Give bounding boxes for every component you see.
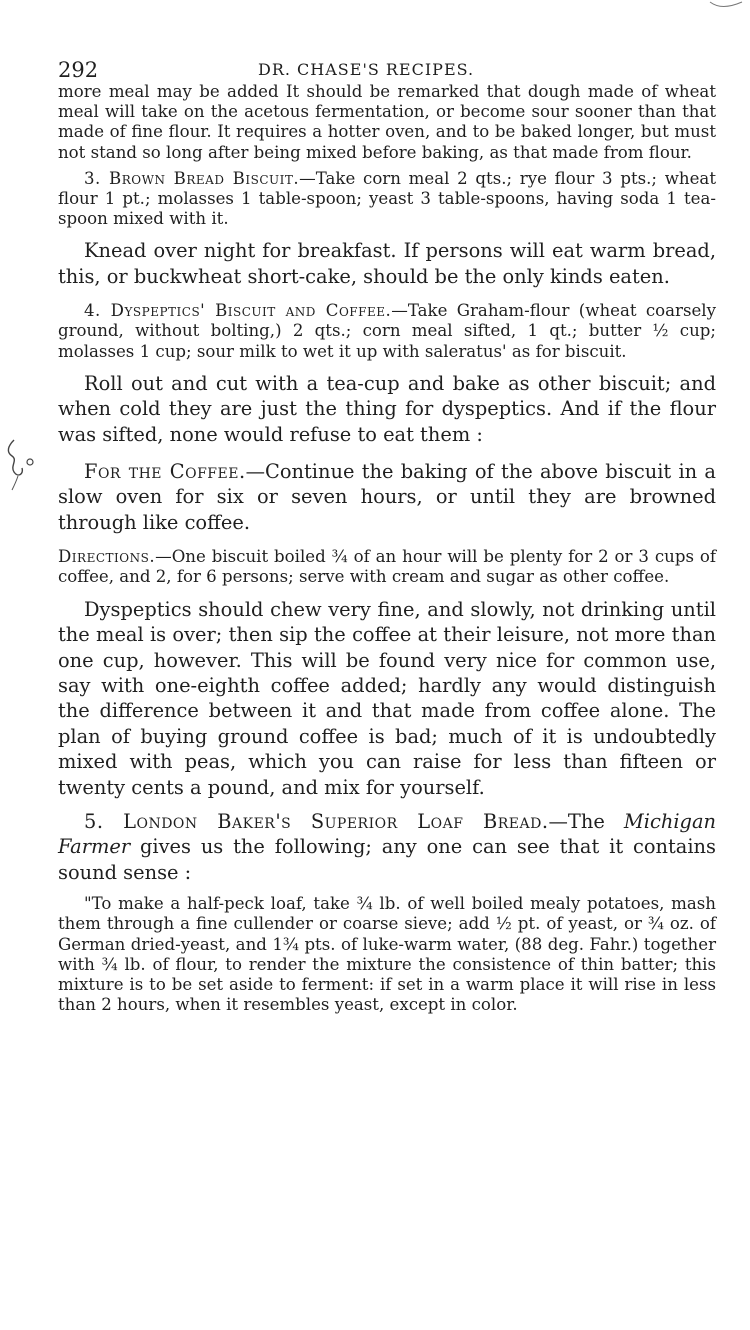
recipe-body-rest: gives us the following; any one can see that it contains sound sense : xyxy=(58,835,716,884)
recipe-brown-bread-biscuit xyxy=(58,169,716,230)
paragraph-knead: Knead over night for breakfast. If persons will eat warm bread, this, or buckwheat short-cake, should be the only kinds eaten. xyxy=(58,239,716,288)
paragraph-quote-half-peck: "To make a half-peck loaf, take ¾ lb. of well boiled mealy potatoes, mash them through a fine cullender or coarse sieve; add ½ pt. of yeast, or ¾ oz. of German dried-yeast, and 1¾ pts. of luke-warm water, (88 deg. Fahr.) together with ¾ lb. of flour, to render the mixture the consistence of thin batter; this mixture is to be set aside to ferment: if set in a warm place it will rise in less than 2 hours, when it resembles yeast, except in color. xyxy=(58,894,716,1015)
paragraph-roll-out: Roll out and cut with a tea-cup and bake as other biscuit; and when cold they are just the thing for dyspeptics. And if the flour was sifted, none would refuse to eat them : xyxy=(58,371,716,446)
section-lead: For the Coffee. xyxy=(84,460,246,484)
running-title: DR. CHASE'S RECIPES. xyxy=(258,60,475,79)
section-lead: Directions. xyxy=(58,547,156,567)
handwritten-margin-mark xyxy=(4,432,44,492)
recipe-body: —Take corn meal 2 qts.; rye flour 3 pts.; wheat flour 1 pt.; molasses 1 table-spoon; yeast 3 table-spoons, having soda 1 tea-spoon mixed with it. xyxy=(58,168,716,229)
paragraph-dyspeptics-chew: Dyspeptics should chew very fine, and slowly, not drinking until the meal is over; then sip the coffee at their leisure, not more than one cup, however. This will be found very nice for common use, say with one-eighth coffee added; hardly any would distinguish the difference between it and that made from coffee alone. The plan of buying ground coffee is bad; much of it is undoubtedly mixed with peas, which you can raise for less than fifteen or twenty cents a pound, and mix for yourself. xyxy=(58,597,716,799)
section-body: —One biscuit boiled ¾ of an hour will be plenty for 2 or 3 cups of coffee, and 2, for 6 persons; serve with cream and sugar as other coffee. xyxy=(58,547,716,587)
recipe-body: —Take Graham-flour (wheat coarsely ground, without bolting,) 2 qts.; corn meal sifted, 1 qt.; butter ½ cup; molasses 1 cup; sour milk to wet it up with saleratus' as for biscuit. xyxy=(58,301,716,361)
paragraph-continuation: more meal may be added It should be remarked that dough made of wheat meal will take on the acetous fermentation, or become sour sooner than that made of fine flour. It requires a hotter oven, and to be baked longer, but must not stand so long after being mixed before baking, as that made from flour. xyxy=(58,82,716,162)
recipe-body: —The xyxy=(548,809,624,833)
book-page xyxy=(58,48,716,1015)
recipe-london-loaf-bread xyxy=(58,809,716,885)
paragraph-for-the-coffee xyxy=(58,459,716,535)
section-body: —Continue the baking of the above biscuit in a slow oven for six or seven hours, or until they are browned through like coffee. xyxy=(58,460,716,534)
recipe-dyspeptics-biscuit xyxy=(58,301,716,362)
paragraph-directions xyxy=(58,547,716,587)
publication-name: Michigan Farmer xyxy=(58,809,716,859)
recipe-title: 4. Dyspeptics' Biscuit and Coffee. xyxy=(84,301,392,321)
corner-scan-mark xyxy=(706,0,746,10)
recipe-title: 3. Brown Bread Biscuit. xyxy=(84,168,300,188)
page-header xyxy=(58,48,716,82)
recipe-title: 5. London Baker's Superior Loaf Bread. xyxy=(84,809,549,833)
page-number: 292 xyxy=(58,58,99,82)
